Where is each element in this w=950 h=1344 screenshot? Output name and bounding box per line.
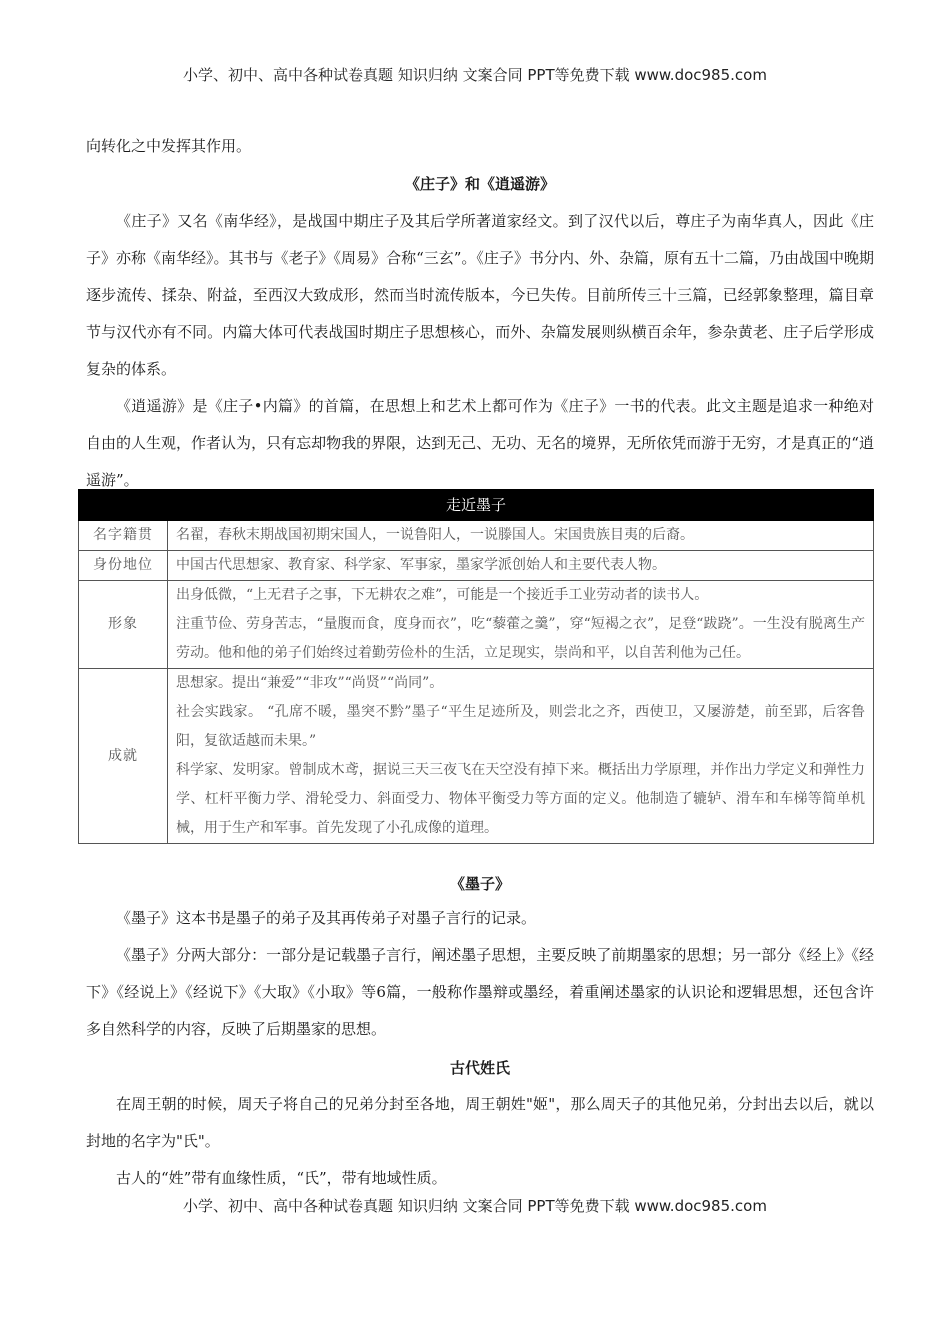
image-line-2: 注重节俭、劳身苦志，“量腹而食，度身而衣”，吃“藜藿之羹”，穿“短褐之衣”，足登“跋跷”。一生没有脱离生产劳动。他和他的弟子们始终过着勤劳俭朴的生活，立足现实，崇尚和平，以自苦利他为己任。 xyxy=(176,616,865,661)
row-text-image xyxy=(168,581,874,669)
header-banner: 小学、初中、高中各种试卷真题 知识归纳 文案合同 PPT等免费下载 www.doc985.com xyxy=(183,66,767,84)
zhuangzi-paragraph-2: 《逍遥游》是《庄子•内篇》的首篇，在思想上和艺术上都可作为《庄子》一书的代表。此文主题是追求一种绝对自由的人生观，作者认为，只有忘却物我的界限，达到无己、无功、无名的境界，无所依凭而游于无穷，才是真正的“逍遥游”。 xyxy=(86,397,874,489)
page-content-top xyxy=(86,128,874,499)
surname-paragraph-2: 古人的“姓”带有血缘性质，“氏”，带有地域性质。 xyxy=(116,1169,447,1187)
row-text-name-origin: 名翟，春秋末期战国初期宋国人，一说鲁阳人，一说滕国人。宋国贵族目夷的后裔。 xyxy=(168,521,874,551)
footer-banner: 小学、初中、高中各种试卷真题 知识归纳 文案合同 PPT等免费下载 www.doc985.com xyxy=(183,1197,767,1215)
table-row xyxy=(79,521,874,551)
surname-heading: 古代姓氏 xyxy=(449,1059,510,1077)
row-text-achievement xyxy=(168,669,874,844)
row-label-achievement: 成就 xyxy=(79,669,168,844)
zhuangzi-paragraph-1: 《庄子》又名《南华经》，是战国中期庄子及其后学所著道家经文。到了汉代以后，尊庄子为南华真人，因此《庄子》亦称《南华经》。其书与《老子》《周易》合称“三玄”。《庄子》书分内、外、杂篇，原有五十二篇，乃由战国中晚期逐步流传、揉杂、附益，至西汉大致成形，然而当时流传版本，今已失传。目前所传三十三篇，已经郭象整理，篇目章节与汉代亦有不同。内篇大体可代表战国时期庄子思想核心，而外、杂篇发展则纵横百余年，参杂黄老、庄子后学形成复杂的体系。 xyxy=(86,212,874,378)
table-title: 走近墨子 xyxy=(79,490,874,521)
table-row xyxy=(79,551,874,581)
image-line-1: 出身低微，“上无君子之事，下无耕农之难”，可能是一个接近手工业劳动者的读书人。 xyxy=(176,587,709,603)
row-text-identity: 中国古代思想家、教育家、科学家、军事家，墨家学派创始人和主要代表人物。 xyxy=(168,551,874,581)
row-label-name-origin: 名字籍贯 xyxy=(79,521,168,551)
table-row xyxy=(79,581,874,669)
table-title-row xyxy=(79,490,874,521)
row-label-image: 形象 xyxy=(79,581,168,669)
table-row xyxy=(79,669,874,844)
page-content-bottom xyxy=(86,868,874,1197)
intro-line: 向转化之中发挥其作用。 xyxy=(86,137,252,155)
surname-paragraph-1: 在周王朝的时候，周天子将自己的兄弟分封至各地，周王朝姓"姬"，那么周天子的其他兄弟，分封出去以后，就以封地的名字为"氏"。 xyxy=(86,1095,874,1150)
mozi-heading: 《墨子》 xyxy=(449,875,510,893)
mozi-info-table xyxy=(78,489,874,844)
achievement-line-3: 科学家、发明家。曾制成木鸢，据说三天三夜飞在天空没有掉下来。概括出力学原理，并作出力学定义和弹性力学、杠杆平衡力学、滑轮受力、斜面受力、物体平衡受力等方面的定义。他制造了辘轳、滑车和车梯等简单机械，用于生产和军事。首先发现了小孔成像的道理。 xyxy=(176,762,865,836)
mozi-paragraph-1: 《墨子》这本书是墨子的弟子及其再传弟子对墨子言行的记录。 xyxy=(116,909,537,927)
zhuangzi-heading: 《庄子》和《逍遥游》 xyxy=(404,175,555,193)
row-label-identity: 身份地位 xyxy=(79,551,168,581)
mozi-paragraph-2: 《墨子》分两大部分：一部分是记载墨子言行，阐述墨子思想，主要反映了前期墨家的思想；另一部分《经上》《经下》《经说上》《经说下》《大取》《小取》等6篇，一般称作墨辩或墨经，着重阐述墨家的认识论和逻辑思想，还包含许多自然科学的内容，反映了后期墨家的思想。 xyxy=(86,946,874,1038)
achievement-line-1: 思想家。提出“兼爱”“非攻”“尚贤”“尚同”。 xyxy=(176,675,444,691)
achievement-line-2: 社会实践家。 “孔席不暖，墨突不黔”墨子“平生足迹所及，则尝北之齐，西使卫，又屡游楚，前至郢，后客鲁阳，复欲适越而未果。” xyxy=(176,704,865,749)
